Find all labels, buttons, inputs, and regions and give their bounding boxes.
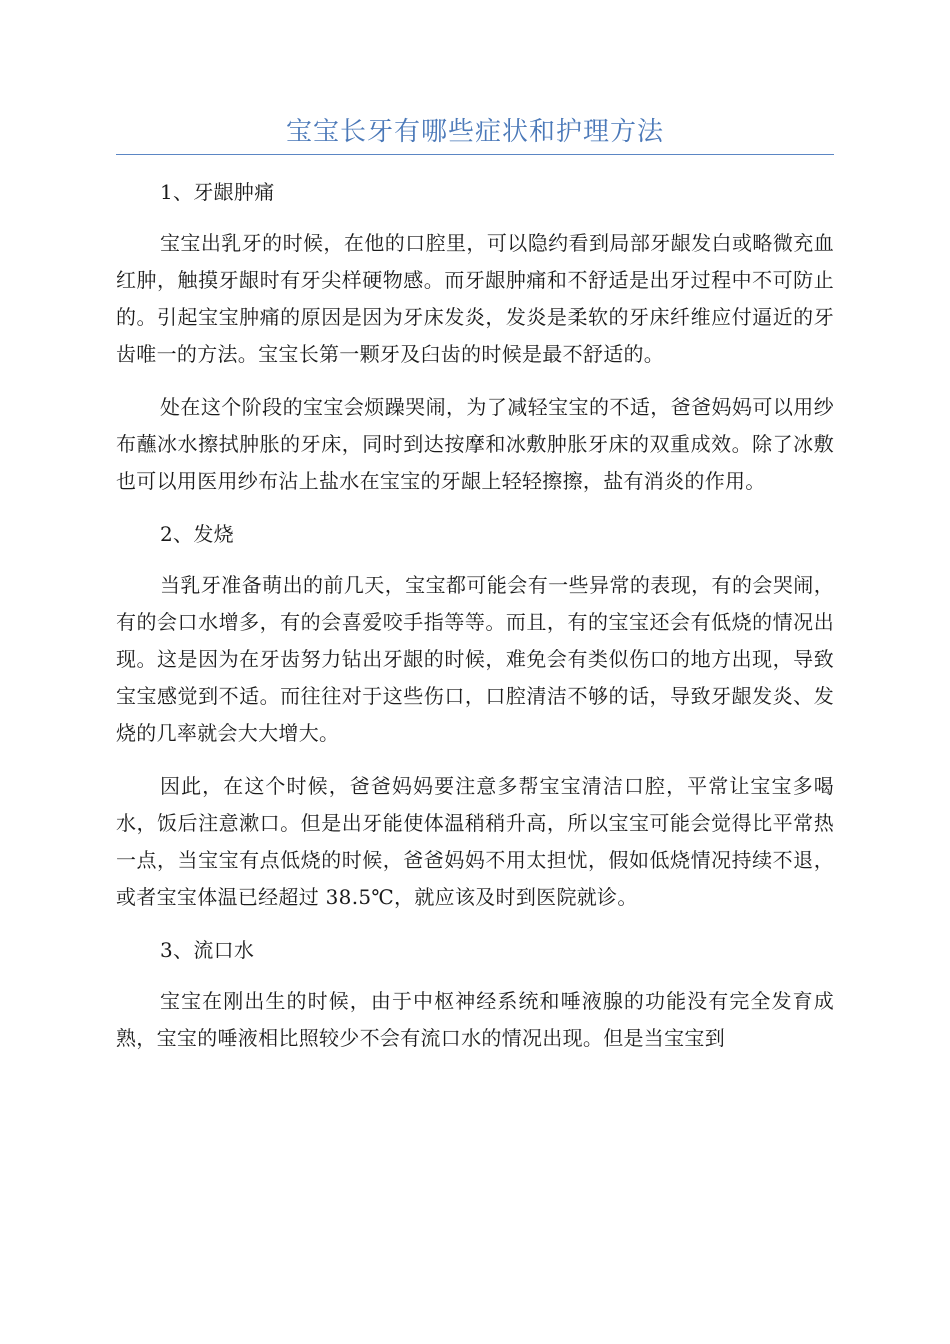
section-heading: 1、牙龈肿痛	[160, 180, 275, 204]
paragraph: 宝宝在刚出生的时候，由于中枢神经系统和唾液腺的功能没有完全发育成熟，宝宝的唾液相比照较少不会有流口水的情况出现。但是当宝宝到	[116, 989, 834, 1050]
section-heading: 2、发烧	[160, 522, 234, 546]
paragraph: 当乳牙准备萌出的前几天，宝宝都可能会有一些异常的表现，有的会哭闹，有的会口水增多，有的会喜爱咬手指等等。而且，有的宝宝还会有低烧的情况出现。这是因为在牙齿努力钻出牙龈的时候，难免会有类似伤口的地方出现，导致宝宝感觉到不适。而往往对于这些伤口，口腔清洁不够的话，导致牙龈发炎、发烧的几率就会大大增大。	[116, 573, 834, 745]
paragraph: 宝宝出乳牙的时候，在他的口腔里，可以隐约看到局部牙龈发白或略微充血红肿，触摸牙龈时有牙尖样硬物感。而牙龈肿痛和不舒适是出牙过程中不可防止的。引起宝宝肿痛的原因是因为牙床发炎，发炎是柔软的牙床纤维应付逼近的牙齿唯一的方法。宝宝长第一颗牙及臼齿的时候是最不舒适的。	[116, 231, 834, 366]
page-title: 宝宝长牙有哪些症状和护理方法	[285, 117, 664, 147]
paragraph: 处在这个阶段的宝宝会烦躁哭闹，为了减轻宝宝的不适，爸爸妈妈可以用纱布蘸冰水擦拭肿胀的牙床，同时到达按摩和冰敷肿胀牙床的双重成效。除了冰敷也可以用医用纱布沾上盐水在宝宝的牙龈上轻轻擦擦，盐有消炎的作用。	[116, 395, 834, 493]
section-heading: 3、流口水	[160, 938, 255, 962]
paragraph: 因此，在这个时候，爸爸妈妈要注意多帮宝宝清洁口腔，平常让宝宝多喝水，饭后注意漱口。但是出牙能使体温稍稍升高，所以宝宝可能会觉得比平常热一点，当宝宝有点低烧的时候，爸爸妈妈不用太担忧，假如低烧情况持续不退，或者宝宝体温已经超过 38.5℃，就应该及时到医院就诊。	[116, 774, 834, 909]
title-underline	[116, 154, 834, 155]
document-body	[116, 174, 834, 1073]
